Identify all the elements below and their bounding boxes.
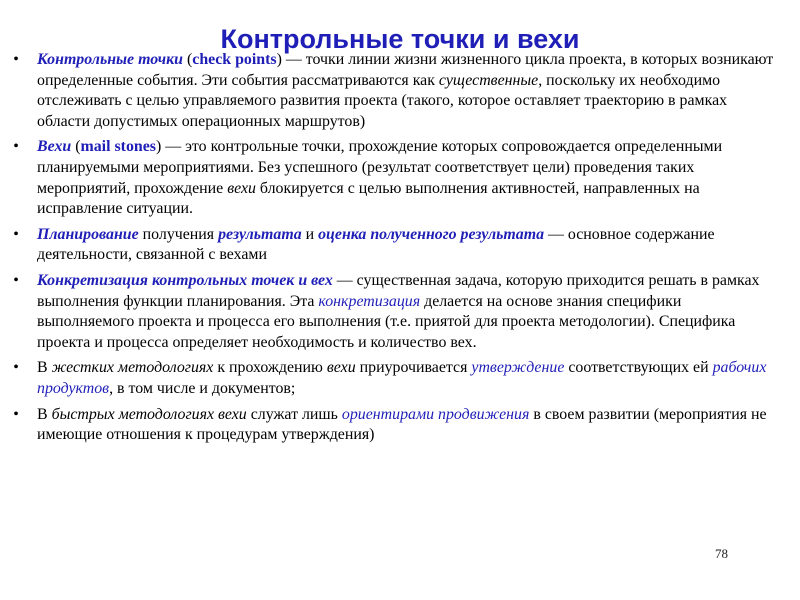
text-segment: служат лишь (246, 405, 342, 423)
text-segment: ) — это контрольные точки, прохождение которых сопровождается определенными планируемыми мероприятиями. Без успешного (результат соответствует цели) проведения таких мероприятий, прохождение (37, 138, 723, 197)
list-item (9, 358, 774, 399)
bullet-marker: • (13, 51, 19, 68)
bullet-list (9, 50, 774, 451)
text-segment: mail stones (80, 138, 156, 156)
list-item-text (37, 51, 773, 130)
text-segment: В (37, 405, 52, 423)
list-item (9, 225, 774, 266)
bullet-marker: • (13, 138, 19, 156)
text-segment: и (301, 225, 319, 243)
list-item-text (37, 272, 760, 351)
text-segment: существенные (438, 71, 539, 89)
text-segment: Контрольные точки (37, 51, 184, 68)
text-segment: жестких методологиях (51, 359, 214, 377)
text-segment: быстрых методологиях (51, 405, 215, 423)
text-segment: вехи (218, 405, 247, 423)
text-segment: оценка полученного результата (318, 225, 545, 243)
list-item (9, 137, 774, 219)
text-segment: , в том числе и документов; (109, 379, 296, 397)
bullet-marker: • (13, 405, 19, 423)
text-segment: рабочих продуктов (37, 359, 767, 397)
text-segment: приурочивается (355, 359, 472, 377)
text-segment: получения (138, 225, 219, 243)
list-item (9, 50, 774, 132)
bullet-marker: • (13, 225, 19, 243)
text-segment: утверждение (471, 359, 565, 377)
text-segment: вехи (326, 359, 356, 377)
text-segment: — основное содержание деятельности, связанной с вехами (37, 225, 715, 264)
list-item (9, 405, 774, 446)
text-segment: делается на основе знания специфики выполняемого проекта и процесса его выполнения (т.е. приятой для проекта методологии). Специфика проекта и процесса определяет необходимость и количество вех. (37, 292, 736, 351)
text-segment: ( (183, 51, 193, 68)
text-segment: ) — точки линии жизни жизненного цикла проекта, в которых возникают определенные события. Эти события рассматриваются как (37, 51, 774, 89)
text-segment: ориентирами продвижения (341, 405, 530, 423)
text-segment: ( (71, 138, 81, 156)
text-segment: соответствующих ей (564, 359, 713, 377)
list-item-text (37, 226, 715, 264)
text-segment: вехи (227, 179, 256, 197)
list-item-text (37, 406, 767, 444)
slide-title: Контрольные точки и вехи (220, 24, 580, 55)
list-item (9, 271, 774, 353)
text-segment: Конкретизация контрольных точек и вех (37, 271, 333, 289)
bullet-marker: • (13, 271, 19, 289)
text-segment: результата (218, 225, 302, 243)
bullet-marker: • (13, 359, 19, 377)
text-segment: В (37, 359, 52, 377)
text-segment: , поскольку их необходимо отслеживать с целью управляемого развития проекта (такого, которое оставляет траекторию в рамках области допустимых операционных маршрутов) (37, 71, 728, 130)
list-item-text (37, 138, 722, 217)
text-segment: — существенная задача, которую приходится решать в рамках выполнения функции планирования. Эта (37, 271, 760, 310)
text-segment: check points (192, 51, 277, 68)
text-segment: к прохождению (213, 359, 327, 377)
text-segment: блокируется с целью выполнения активностей, направленных на исправление ситуации. (37, 179, 700, 218)
text-segment: в своем развитии (мероприятия не имеющие отношения к процедурам утверждения) (37, 405, 767, 444)
text-segment: конкретизация (318, 292, 421, 310)
page-number: 78 (715, 546, 728, 561)
text-segment: Планирование (37, 225, 139, 243)
list-item-text (37, 359, 766, 397)
text-segment: Вехи (37, 138, 72, 156)
